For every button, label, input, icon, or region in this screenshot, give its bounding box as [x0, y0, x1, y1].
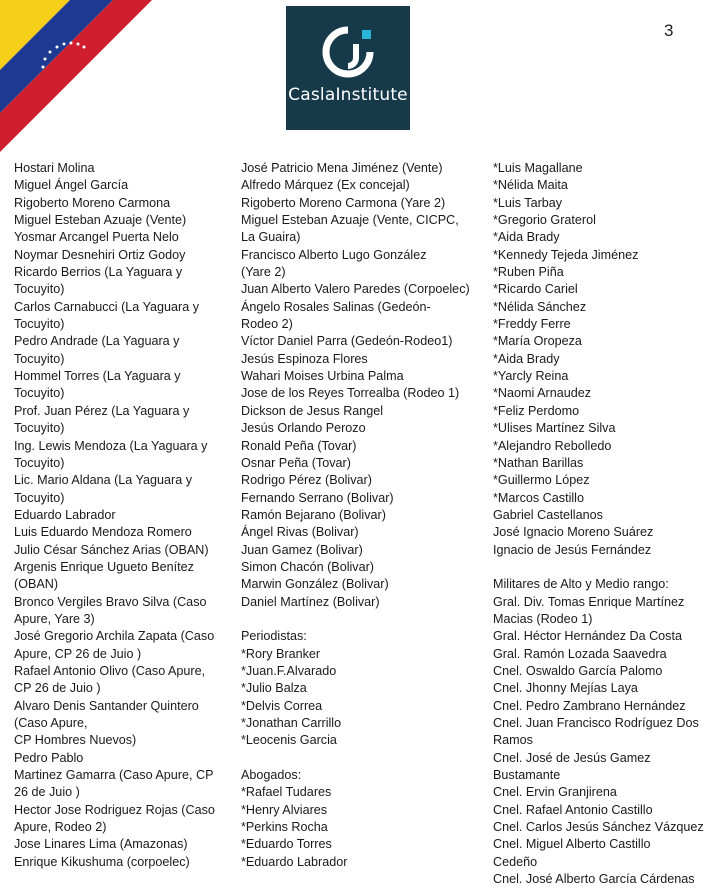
list-line: Periodistas: — [241, 629, 307, 644]
list-line: Hommel Torres (La Yaguara y — [14, 369, 181, 384]
list-line: (Caso Apure, — [14, 716, 88, 730]
list-line — [241, 750, 487, 767]
list-line: Apure, Rodeo 2) — [14, 820, 107, 835]
list-line: Tocuyito) — [14, 490, 65, 505]
list-line: Noymar Desnehiri Ortiz Godoy — [14, 247, 186, 262]
list-line: *Juan.F.Alvarado — [241, 663, 337, 678]
list-line: Apure, Yare 3) — [14, 611, 95, 626]
list-line: Julio César Sánchez Arias (OBAN) — [14, 542, 209, 557]
list-line: José Ignacio Moreno Suárez — [493, 525, 654, 540]
list-line: Ricardo Berrios (La Yaguara y — [14, 265, 183, 280]
list-line: Alvaro Denis Santander Quintero — [14, 698, 199, 713]
list-line: Hector Jose Rodriguez Rojas (Caso — [14, 802, 215, 817]
names-column-2 — [241, 160, 487, 871]
list-line: Carlos Carnabucci (La Yaguara y — [14, 299, 200, 314]
list-line: *Aida Brady — [493, 351, 560, 366]
list-line: Tocuyito) — [14, 317, 65, 332]
list-line: Marwin González (Bolivar) — [241, 577, 389, 592]
list-line: Wahari Moises Urbina Palma — [241, 369, 404, 384]
list-line: Cnel. Pedro Zambrano Hernández — [493, 698, 686, 713]
list-line: Rodrigo Pérez (Bolivar) — [241, 473, 372, 488]
list-line: Miguel Esteban Azuaje (Vente) — [14, 213, 187, 228]
page-number: 3 — [664, 21, 674, 40]
list-line: 26 de Juio ) — [14, 785, 80, 800]
list-line: *Feliz Perdomo — [493, 403, 580, 418]
list-line: Martinez Gamarra (Caso Apure, CP — [14, 768, 214, 783]
list-line: Argenis Enrique Ugueto Benítez — [14, 559, 194, 574]
list-line: Yosmar Arcangel Puerta Nelo — [14, 230, 179, 245]
list-line: Fernando Serrano (Bolivar) — [241, 490, 394, 505]
list-line: Pedro Andrade (La Yaguara y — [14, 334, 180, 349]
list-line: José Gregorio Archila Zapata (Caso — [14, 629, 215, 644]
list-line: Bustamante — [493, 768, 561, 783]
list-line: Rigoberto Moreno Carmona (Yare 2) — [241, 195, 446, 210]
list-line: *María Oropeza — [493, 334, 582, 349]
list-line: *Henry Alviares — [241, 802, 328, 817]
venezuela-flag-corner — [0, 0, 160, 155]
list-line: Juan Gamez (Bolivar) — [241, 542, 363, 557]
list-line: Jose Linares Lima (Amazonas) — [14, 837, 188, 852]
list-line: *Nathan Barillas — [493, 455, 584, 470]
list-line: *Marcos Castillo — [493, 490, 584, 505]
list-line: Miguel Ángel García — [14, 178, 129, 193]
list-line: *Ruben Piña — [493, 265, 564, 280]
list-line: *Eduardo Labrador — [241, 854, 348, 869]
list-line: Lic. Mario Aldana (La Yaguara y — [14, 473, 193, 488]
list-line: (Yare 2) — [241, 265, 286, 280]
list-line: Simon Chacón (Bolivar) — [241, 559, 374, 574]
list-line: Macias (Rodeo 1) — [493, 611, 593, 626]
list-line: Ignacio de Jesús Fernández — [493, 542, 652, 557]
casla-institute-logo — [286, 6, 410, 130]
list-line: Ramón Bejarano (Bolivar) — [241, 507, 386, 522]
list-line: Dickson de Jesus Rangel — [241, 403, 384, 418]
list-line: Jesús Espinoza Flores — [241, 351, 368, 366]
list-line: *Rory Branker — [241, 646, 321, 661]
list-line: Ing. Lewis Mendoza (La Yaguara y — [14, 438, 208, 453]
list-line: *Ulises Martínez Silva — [493, 421, 616, 436]
list-line: Tocuyito) — [14, 386, 65, 401]
list-line: Prof. Juan Pérez (La Yaguara y — [14, 403, 190, 418]
list-line: *Julio Balza — [241, 681, 307, 696]
list-line: Cnel. José Alberto García Cárdenas — [493, 872, 695, 887]
list-line: Tocuyito) — [14, 421, 65, 436]
list-line: La Guaira) — [241, 230, 301, 245]
list-line: *Guillermo López — [493, 473, 590, 488]
list-line: Gral. Ramón Lozada Saavedra — [493, 646, 667, 661]
list-line: Víctor Daniel Parra (Gedeón-Rodeo1) — [241, 334, 453, 349]
list-line: Gabriel Castellanos — [493, 507, 603, 522]
list-line: Gral. Div. Tomas Enrique Martínez — [493, 594, 685, 609]
list-line: Enrique Kikushuma (corpoelec) — [14, 854, 190, 869]
list-line: Tocuyito) — [14, 282, 65, 297]
list-line: Ramos — [493, 733, 533, 748]
list-line: *Yarcly Reina — [493, 369, 569, 384]
list-line: Tocuyito) — [14, 455, 65, 470]
list-line: Cnel. Ervin Granjirena — [493, 785, 617, 800]
list-line: *Aida Brady — [493, 230, 560, 245]
logo-text: CaslaInstitute — [288, 85, 408, 105]
list-line: Hostari Molina — [14, 161, 95, 175]
list-line: Abogados: — [241, 768, 302, 783]
list-line: Daniel Martínez (Bolivar) — [241, 594, 380, 609]
list-line: *Eduardo Torres — [241, 837, 332, 852]
list-line: Cnel. Miguel Alberto Castillo — [493, 837, 651, 852]
list-line: Cnel. José de Jesús Gamez — [493, 750, 651, 765]
list-line: Alfredo Márquez (Ex concejal) — [241, 178, 410, 193]
list-line: Juan Alberto Valero Paredes (Corpoelec) — [241, 282, 470, 297]
list-line: Ángel Rivas (Bolivar) — [241, 525, 359, 540]
list-line: *Alejandro Rebolledo — [493, 438, 612, 453]
names-column-3 — [493, 160, 715, 888]
list-line: Cnel. Carlos Jesús Sánchez Vázquez — [493, 820, 704, 835]
list-line: *Nélida Maita — [493, 178, 568, 193]
list-line: *Freddy Ferre — [493, 317, 571, 332]
list-line: *Nélida Sánchez — [493, 299, 587, 314]
list-line: José Patricio Mena Jiménez (Vente) — [241, 161, 443, 175]
list-line: Rafael Antonio Olivo (Caso Apure, — [14, 663, 206, 678]
list-line: Cnel. Oswaldo García Palomo — [493, 663, 663, 678]
list-line: Osnar Peña (Tovar) — [241, 455, 351, 470]
list-line: CP Hombres Nuevos) — [14, 733, 137, 748]
list-line: *Naomi Arnaudez — [493, 386, 592, 401]
list-line: Pedro Pablo — [14, 750, 84, 765]
list-line: Gral. Héctor Hernández Da Costa — [493, 629, 682, 644]
list-line — [493, 559, 715, 576]
list-line: Eduardo Labrador — [14, 507, 116, 522]
list-line: Ronald Peña (Tovar) — [241, 438, 357, 453]
list-line: Cnel. Rafael Antonio Castillo — [493, 802, 653, 817]
list-line: Rigoberto Moreno Carmona — [14, 195, 171, 210]
list-line: *Luis Tarbay — [493, 195, 563, 210]
list-line: Tocuyito) — [14, 351, 65, 366]
list-line: *Rafael Tudares — [241, 785, 332, 800]
list-line: (OBAN) — [14, 577, 59, 592]
list-line: *Delvis Correa — [241, 698, 323, 713]
list-line: Miguel Esteban Azuaje (Vente, CICPC, — [241, 213, 459, 228]
list-line: Apure, CP 26 de Juio ) — [14, 646, 142, 661]
list-line: Cedeño — [493, 854, 538, 869]
list-line: Jose de los Reyes Torrealba (Rodeo 1) — [241, 386, 460, 401]
names-column-1 — [14, 160, 236, 871]
list-line: Ángelo Rosales Salinas (Gedeón- — [241, 299, 431, 314]
list-line: Cnel. Juan Francisco Rodríguez Dos — [493, 716, 699, 730]
list-line: Luis Eduardo Mendoza Romero — [14, 525, 192, 540]
list-line: Cnel. Jhonny Mejías Laya — [493, 681, 638, 696]
list-line: Bronco Vergiles Bravo Silva (Caso — [14, 594, 207, 609]
list-line: Militares de Alto y Medio rango: — [493, 577, 669, 592]
list-line: Francisco Alberto Lugo González — [241, 247, 427, 262]
list-line: *Leocenis Garcia — [241, 733, 337, 748]
list-line: *Perkins Rocha — [241, 820, 328, 835]
list-line: *Gregorio Graterol — [493, 213, 596, 228]
list-line: *Kennedy Tejeda Jiménez — [493, 247, 639, 262]
list-line: *Luis Magallane — [493, 161, 583, 175]
list-line — [241, 611, 487, 628]
list-line: Rodeo 2) — [241, 317, 293, 332]
list-line: *Jonathan Carrillo — [241, 716, 342, 730]
casla-logo-mark-icon — [318, 24, 378, 80]
list-line: CP 26 de Juio ) — [14, 681, 101, 696]
list-line: Jesús Orlando Perozo — [241, 421, 366, 436]
list-line: *Ricardo Cariel — [493, 282, 578, 297]
